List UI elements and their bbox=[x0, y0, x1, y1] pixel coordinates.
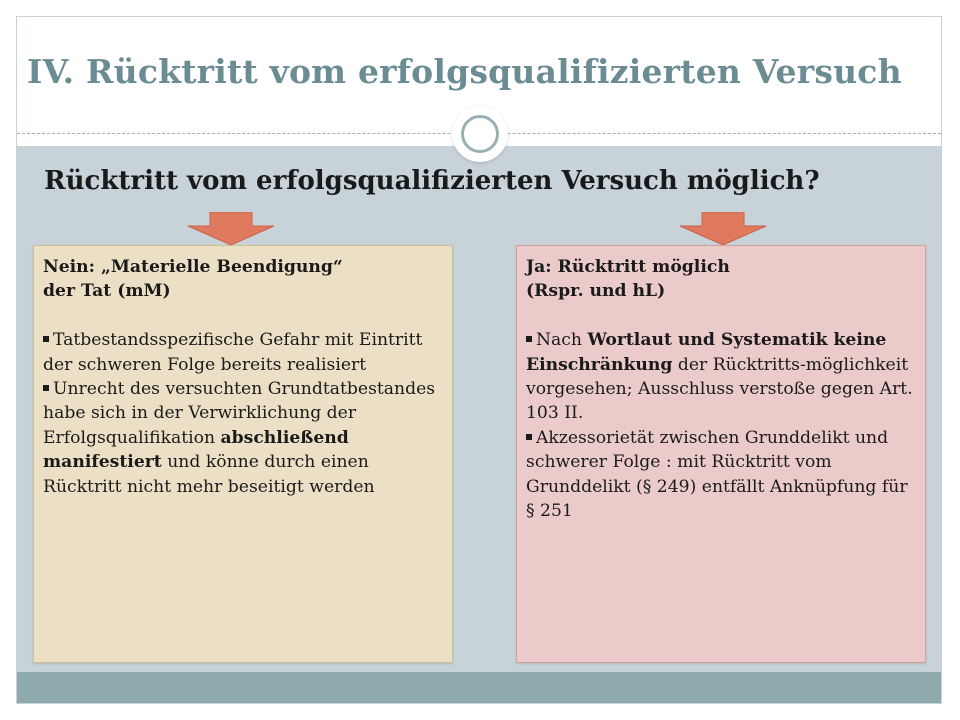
spacer bbox=[526, 304, 915, 328]
pro-bullet-1-emphasis: Wortlaut und Systematik keine Einschränkung bbox=[526, 330, 887, 375]
contra-bullet-2 bbox=[43, 377, 442, 499]
slide-title: IV. Rücktritt vom erfolgsqualifizierten Versuch bbox=[27, 52, 902, 91]
pro-heading-line2: (Rspr. und hL) bbox=[526, 281, 666, 302]
contra-bullet-2-emphasis: abschließend manifestiert bbox=[43, 427, 349, 473]
pro-bullet-1-text-post: der Rücktritts-möglichkeit vorgesehen; Ausschluss verstoße gegen Art. 103 II. bbox=[526, 354, 913, 424]
square-bullet-icon bbox=[43, 336, 49, 342]
contra-heading-line2: der Tat (mM) bbox=[43, 281, 171, 302]
pro-heading bbox=[526, 255, 915, 304]
down-arrow-icon-left bbox=[186, 212, 276, 246]
square-bullet-icon bbox=[43, 385, 49, 391]
contra-bullet-1 bbox=[43, 328, 442, 377]
contra-heading bbox=[43, 255, 442, 304]
contra-heading-line1: Nein: „Materielle Beendigung“ bbox=[43, 257, 343, 277]
contra-bullet-2-text-post: und könne durch einen Rücktritt nicht mehr beseitigt werden bbox=[43, 452, 375, 497]
contra-bullet-1-text: Tatbestandsspezifische Gefahr mit Eintritt der schweren Folge bereits realisiert bbox=[43, 330, 423, 375]
contra-box bbox=[33, 245, 453, 663]
down-arrow-icon-right bbox=[678, 212, 768, 246]
spacer bbox=[43, 304, 442, 328]
ring-inner bbox=[461, 115, 499, 153]
square-bullet-icon bbox=[526, 434, 532, 440]
pro-bullet-2-text: Akzessorietät zwischen Grunddelikt und schwerer Folge : mit Rücktritt vom Grunddelikt (§ 249) entfällt Anknüpfung für § 251 bbox=[526, 427, 908, 522]
contra-bullet-2-text-pre: Unrecht des versuchten Grundtatbestandes habe sich in der Verwirklichung der Erfolgsqualifikation bbox=[43, 379, 436, 448]
pro-bullet-2 bbox=[526, 426, 915, 524]
ring-icon bbox=[452, 106, 508, 162]
pro-box bbox=[516, 245, 926, 663]
square-bullet-icon bbox=[526, 336, 532, 342]
footer-band bbox=[17, 672, 941, 703]
pro-bullet-1-text-pre: Nach bbox=[536, 330, 588, 351]
pro-bullet-1 bbox=[526, 328, 915, 426]
pro-heading-line1: Ja: Rücktritt möglich bbox=[526, 257, 730, 277]
slide-subtitle: Rücktritt vom erfolgsqualifizierten Versuch möglich? bbox=[44, 166, 820, 196]
